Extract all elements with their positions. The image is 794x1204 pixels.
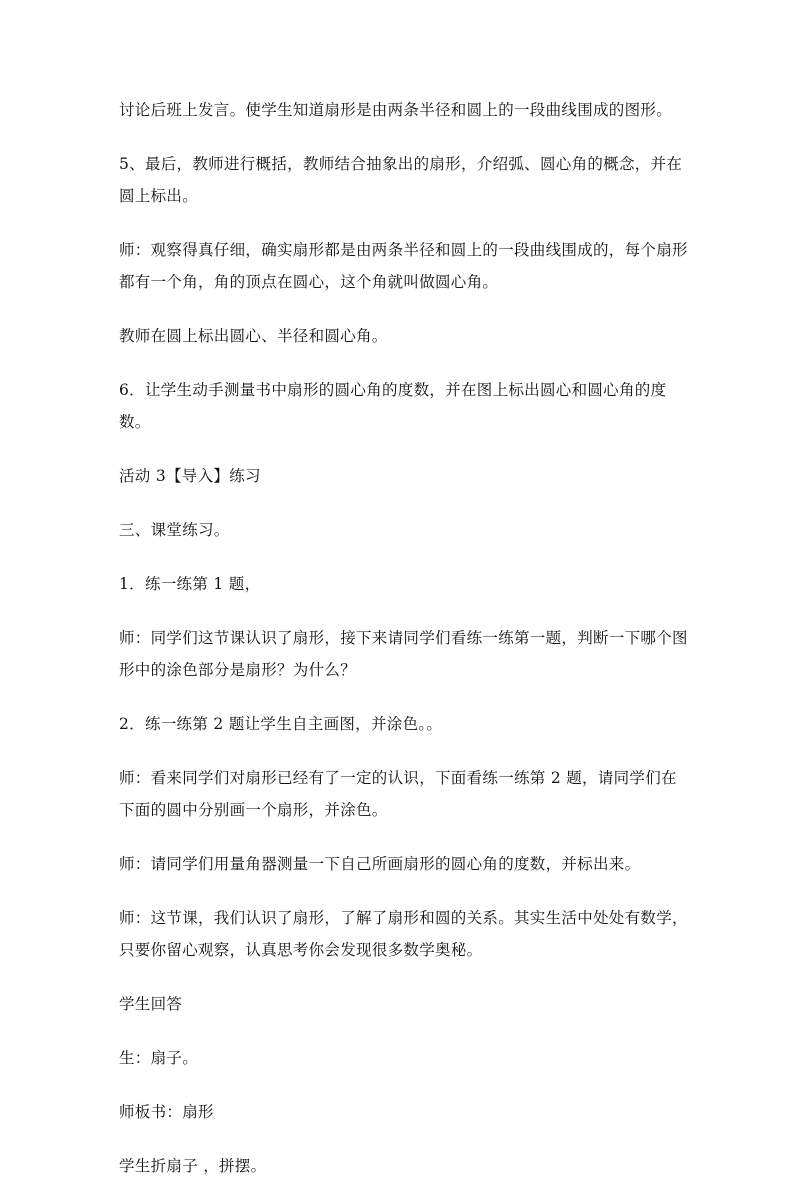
paragraph-teacher-exercise-1: 师：同学们这节课认识了扇形，接下来请同学们看练一练第一题，判断一下哪个图形中的涂色部分是扇形？为什么？ [119,629,688,679]
paragraph-exercise-2: 2．练一练第 2 题让学生自主画图，并涂色。。 [119,715,443,733]
paragraph-teacher-board: 师板书：扇形 [119,1103,214,1121]
paragraph-step-6: 6．让学生动手测量书中扇形的圆心角的度数，并在图上标出圆心和圆心角的度数。 [119,381,667,431]
paragraph-student-fold: 学生折扇子 ，拼摆。 [119,1157,267,1175]
paragraph-student-answer: 学生回答 [119,995,183,1013]
document-page [119,94,689,1204]
paragraph-teacher-exercise-2: 师：看来同学们对扇形已经有了一定的认识，下面看练一练第 2 题，请同学们在下面的圆中分别画一个扇形，并涂色。 [119,769,677,819]
paragraph-discussion: 讨论后班上发言。使学生知道扇形是由两条半径和圆上的一段曲线围成的图形。 [119,101,673,119]
heading-class-practice: 三、课堂练习。 [119,521,230,539]
paragraph-student-fan: 生：扇子。 [119,1049,199,1067]
heading-activity-3: 活动 3【导入】练习 [119,467,261,485]
paragraph-exercise-1: 1．练一练第 1 题， [119,575,261,593]
paragraph-teacher-observe: 师：观察得真仔细，确实扇形都是由两条半径和圆上的一段曲线围成的，每个扇形都有一个角，角的顶点在圆心，这个角就叫做圆心角。 [119,241,688,291]
paragraph-step-5: 5、最后，教师进行概括，教师结合抽象出的扇形，介绍弧、圆心角的概念，并在圆上标出。 [119,155,683,205]
paragraph-teacher-mark: 教师在圆上标出圆心、半径和圆心角。 [119,327,388,345]
paragraph-teacher-summary: 师：这节课，我们认识了扇形，了解了扇形和圆的关系。其实生活中处处有数学，只要你留心观察，认真思考你会发现很多数学奥秘。 [119,909,688,959]
paragraph-teacher-protractor: 师：请同学们用量角器测量一下自己所画扇形的圆心角的度数，并标出来。 [119,855,641,873]
